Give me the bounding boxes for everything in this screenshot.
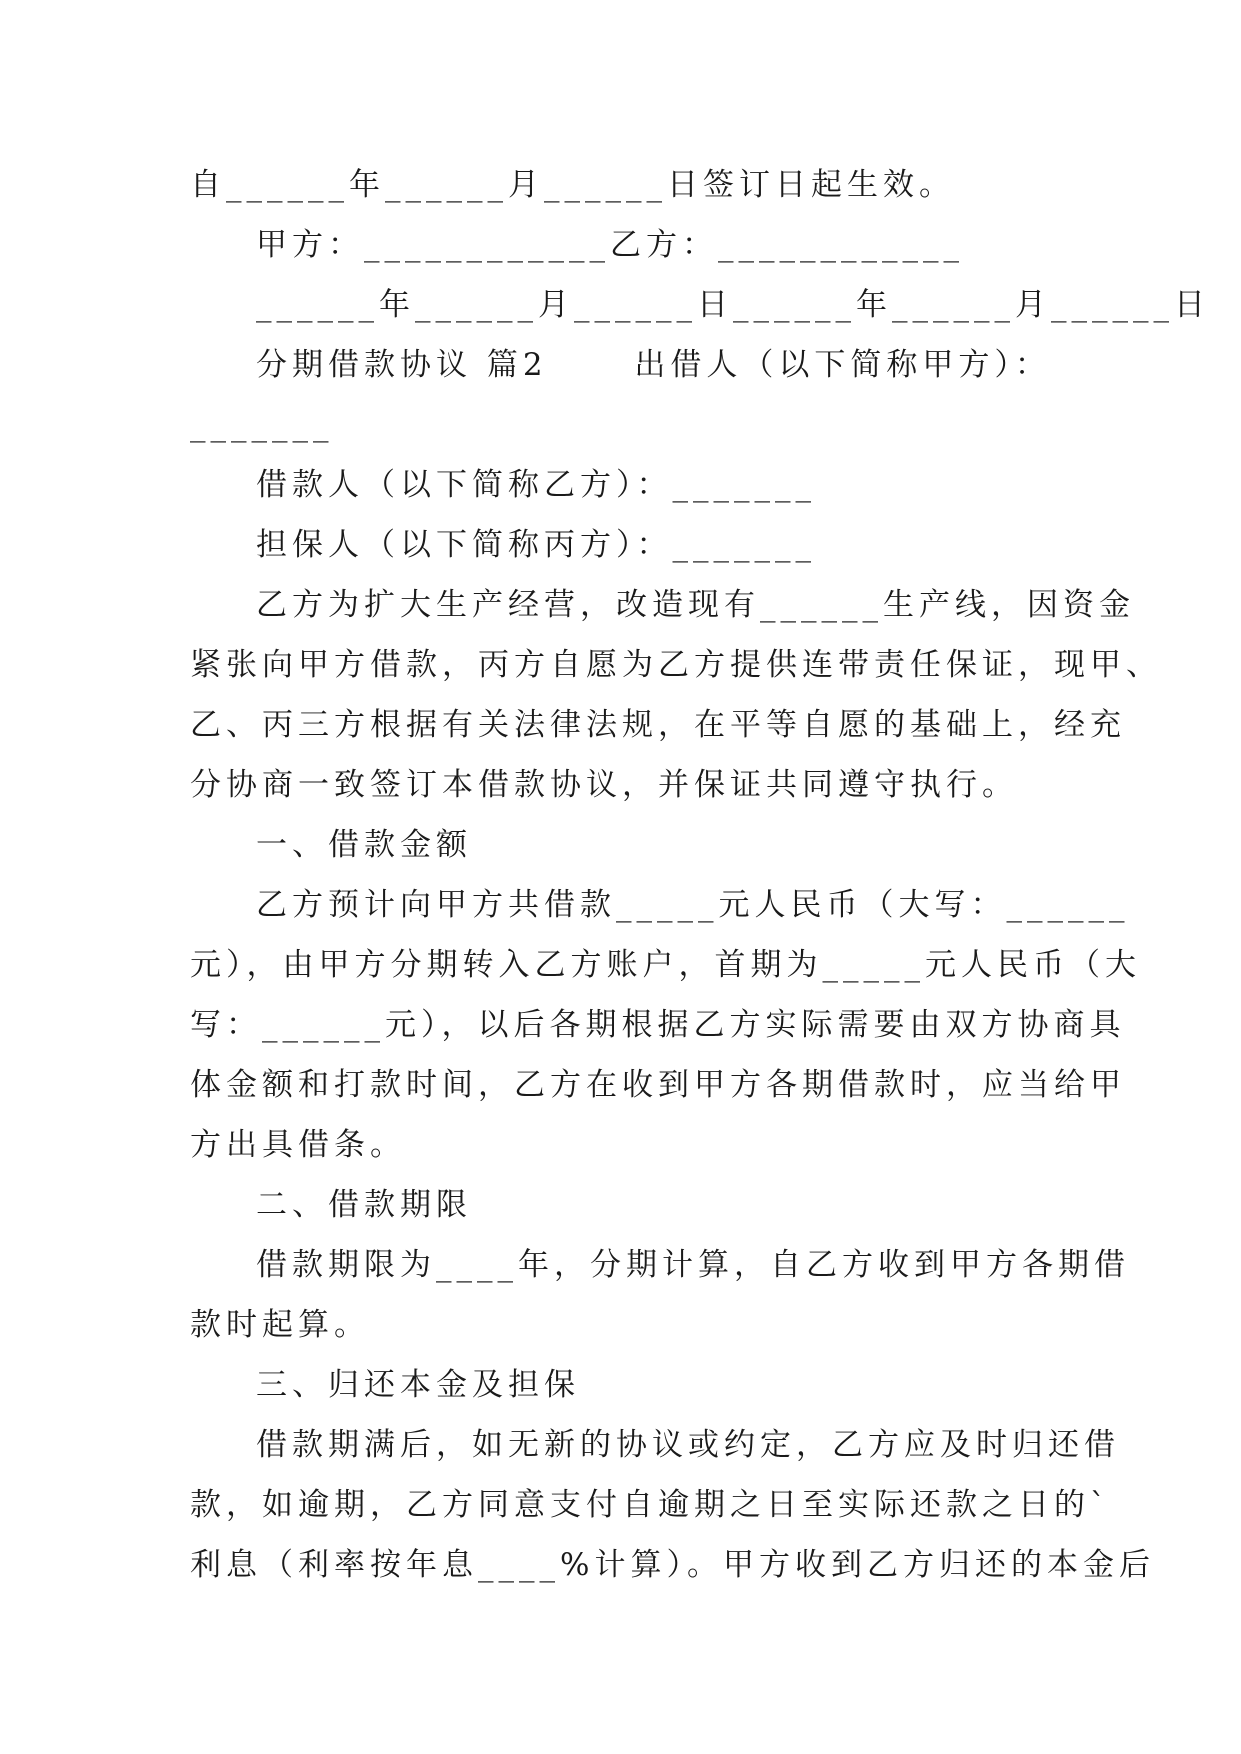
paragraph-line: 乙方为扩大生产经营，改造现有______生产线，因资金	[256, 587, 1135, 623]
paragraph-line: 借款期满后，如无新的协议或约定，乙方应及时归还借	[256, 1427, 1120, 1463]
effective-date-line: 自______年______月______日签订日起生效。	[190, 167, 955, 203]
paragraph-line: 款，如逾期，乙方同意支付自逾期之日至实际还款之日的`	[190, 1487, 1111, 1523]
paragraph-line: 乙、丙三方根据有关法律法规，在平等自愿的基础上，经充	[190, 707, 1126, 743]
section-heading-term: 二、借款期限	[256, 1187, 472, 1223]
paragraph-line: 分协商一致签订本借款协议，并保证共同遵守执行。	[190, 767, 1018, 803]
guarantor-line: 担保人（以下简称丙方）：_______	[256, 527, 816, 563]
signature-parties-line: 甲方：____________乙方：____________	[256, 227, 964, 263]
paragraph-line: 体金额和打款时间，乙方在收到甲方各期借款时，应当给甲	[190, 1067, 1126, 1103]
signature-dates-line: ______年______月______日______年______月______日	[256, 287, 1210, 323]
section-heading-repayment: 三、归还本金及担保	[256, 1367, 580, 1403]
paragraph-line: 乙方预计向甲方共借款_____元人民币（大写：______	[256, 887, 1130, 923]
paragraph-line: 款时起算。	[190, 1307, 370, 1343]
paragraph-line: 紧张向甲方借款，丙方自愿为乙方提供连带责任保证，现甲、	[190, 647, 1162, 683]
lender-blank-line: _______	[190, 407, 334, 443]
paragraph-line: 借款期限为____年，分期计算，自乙方收到甲方各期借	[256, 1247, 1130, 1283]
borrower-line: 借款人（以下简称乙方）：_______	[256, 467, 816, 503]
paragraph-line: 方出具借条。	[190, 1127, 406, 1163]
section-heading-amount: 一、借款金额	[256, 827, 472, 863]
paragraph-line: 元），由甲方分期转入乙方账户，首期为_____元人民币（大	[190, 947, 1141, 983]
section-title-lender-line: 分期借款协议 篇2 出借人（以下简称甲方）：	[256, 347, 1051, 383]
paragraph-line: 利息（利率按年息____%计算）。甲方收到乙方归还的本金后	[190, 1547, 1155, 1583]
paragraph-line: 写：______元），以后各期根据乙方实际需要由双方协商具	[190, 1007, 1126, 1043]
